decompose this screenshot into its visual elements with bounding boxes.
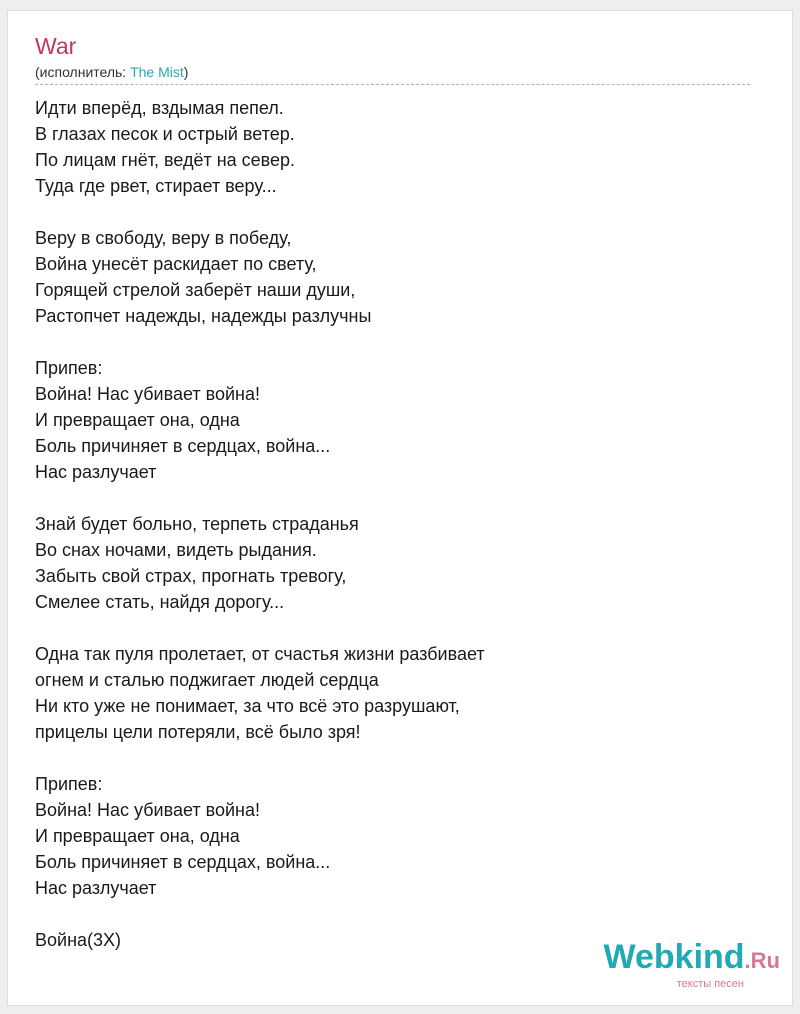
- lyrics-line: По лицам гнёт, ведёт на север.: [35, 150, 296, 170]
- lyrics-line: Припев:: [35, 774, 103, 794]
- lyrics-line: Одна так пуля пролетает, от счастья жизни разбивает: [35, 644, 485, 664]
- lyrics-line: огнем и сталью поджигает людей сердца: [35, 670, 379, 690]
- lyrics-line: Веру в свободу, веру в победу,: [35, 228, 292, 248]
- performer-suffix: ): [183, 64, 189, 80]
- lyrics-line: Война унесёт раскидает по свету,: [35, 254, 317, 274]
- lyrics-line: Припев:: [35, 358, 103, 378]
- lyrics-line: Туда где рвет, стирает веру...: [35, 176, 277, 196]
- logo-wordmark: [590, 940, 780, 978]
- lyrics-line: Идти вперёд, вздымая пепел.: [35, 98, 284, 118]
- lyrics-stanza: [35, 95, 755, 199]
- lyrics-line: Боль причиняет в сердцах, война...: [35, 852, 331, 872]
- lyrics-line: И превращает она, одна: [35, 410, 240, 430]
- lyrics-line: Нас разлучает: [35, 462, 157, 482]
- site-logo[interactable]: [590, 938, 780, 990]
- lyrics-line: Смелее стать, найдя дорогу...: [35, 592, 285, 612]
- lyrics-stanza: [35, 511, 755, 615]
- lyrics-line: Ни кто уже не понимает, за что всё это разрушают,: [35, 696, 460, 716]
- lyrics-stanza: [35, 225, 755, 329]
- logo-word: Webkind: [603, 938, 745, 976]
- lyrics-line: Горящей стрелой заберёт наши души,: [35, 280, 356, 300]
- performer-prefix: (исполнитель:: [35, 64, 131, 80]
- lyrics-stanza: [35, 771, 755, 901]
- lyrics-line: Знай будет больно, терпеть страданья: [35, 514, 359, 534]
- lyrics-stanza: [35, 641, 755, 745]
- title-divider: [35, 84, 750, 85]
- lyrics-stanza: [35, 355, 755, 485]
- artist-link[interactable]: The Mist: [130, 64, 184, 80]
- lyrics-text: [35, 95, 755, 953]
- lyrics-line: Боль причиняет в сердцах, война...: [35, 436, 331, 456]
- lyrics-line: Война! Нас убивает война!: [35, 800, 261, 820]
- lyrics-line: Война! Нас убивает война!: [35, 384, 261, 404]
- song-title: War: [35, 33, 77, 59]
- lyrics-line: И превращает она, одна: [35, 826, 240, 846]
- lyrics-line: Во снах ночами, видеть рыдания.: [35, 540, 317, 560]
- lyrics-line: В глазах песок и острый ветер.: [35, 124, 295, 144]
- lyrics-line: Нас разлучает: [35, 878, 157, 898]
- lyrics-line: Война(3Х): [35, 930, 122, 950]
- logo-tld: .Ru: [744, 948, 780, 973]
- performer-line: [35, 63, 188, 81]
- lyrics-line: Забыть свой страх, прогнать тревогу,: [35, 566, 347, 586]
- lyrics-line: Растопчет надежды, надежды разлучны: [35, 306, 372, 326]
- logo-tagline: тексты песен: [676, 978, 744, 990]
- lyrics-line: прицелы цели потеряли, всё было зря!: [35, 722, 361, 742]
